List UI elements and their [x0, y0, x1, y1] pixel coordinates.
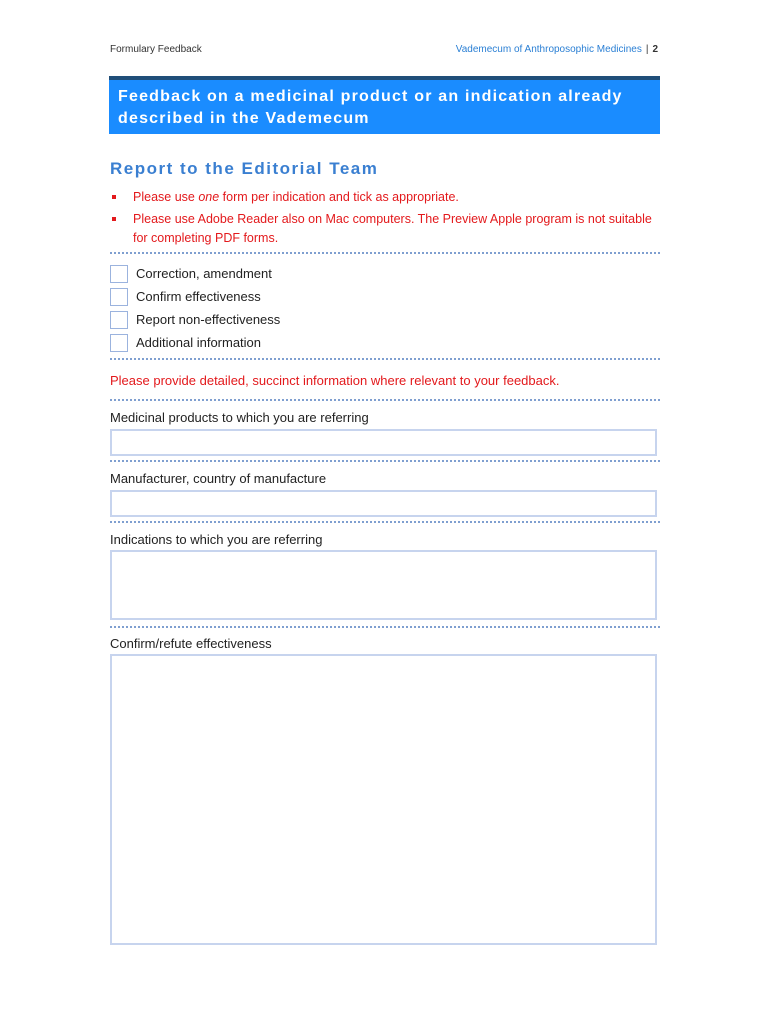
- info-note: Please provide detailed, succinct information where relevant to your feedback.: [110, 373, 560, 388]
- banner-title: Feedback on a medicinal product or an indication already described in the Vademecum: [118, 88, 623, 127]
- checkbox-confirm-effectiveness[interactable]: [110, 288, 128, 306]
- header-publication: [456, 44, 658, 55]
- checkbox-label: Correction, amendment: [136, 266, 272, 281]
- dotted-divider: [110, 252, 660, 254]
- dotted-divider: [110, 460, 660, 462]
- dotted-divider: [110, 521, 660, 523]
- manufacturer-input[interactable]: [110, 490, 657, 517]
- checkbox-label: Confirm effectiveness: [136, 289, 261, 304]
- title-banner: [109, 76, 660, 134]
- checkbox-additional-information[interactable]: [110, 334, 128, 352]
- section-title: Report to the Editorial Team: [110, 159, 379, 178]
- indications-textarea[interactable]: [110, 550, 657, 620]
- dotted-divider: [110, 358, 660, 360]
- instructions-list: [110, 188, 660, 251]
- header-document-title: Formulary Feedback: [110, 44, 202, 55]
- instruction-text: Please use: [133, 190, 199, 204]
- checkbox-label: Report non-effectiveness: [136, 312, 281, 327]
- checkbox-row-non-effectiveness[interactable]: [110, 308, 280, 331]
- field-label-indications: Indications to which you are referring: [110, 532, 323, 547]
- checkbox-row-additional[interactable]: [110, 331, 280, 354]
- instruction-item: [110, 210, 660, 248]
- field-label-manufacturer: Manufacturer, country of manufacture: [110, 471, 327, 486]
- page-number: 2: [652, 44, 658, 55]
- feedback-type-group: [110, 262, 280, 354]
- header-publication-title: Vademecum of Anthroposophic Medicines: [455, 44, 642, 55]
- field-label-medicinal-products: Medicinal products to which you are referring: [110, 410, 369, 425]
- effectiveness-textarea[interactable]: [110, 654, 657, 945]
- instruction-text: Please use Adobe Reader also on Mac computers. The Preview Apple program is not suitable for completing PDF forms.: [133, 212, 652, 245]
- medicinal-products-input[interactable]: [110, 429, 657, 456]
- checkbox-label: Additional information: [136, 335, 262, 350]
- field-label-effectiveness: Confirm/refute effectiveness: [110, 636, 272, 651]
- bullet-square-icon: [112, 195, 116, 199]
- bullet-square-icon: [112, 217, 116, 221]
- checkbox-report-non-effectiveness[interactable]: [110, 311, 128, 329]
- checkbox-row-correction[interactable]: [110, 262, 280, 285]
- instruction-emphasis: one: [198, 190, 220, 204]
- checkbox-row-confirm[interactable]: [110, 285, 280, 308]
- instruction-item: [110, 188, 660, 207]
- dotted-divider: [110, 399, 660, 401]
- header-separator: |: [645, 44, 649, 55]
- dotted-divider: [110, 626, 660, 628]
- instruction-text: form per indication and tick as appropriate.: [219, 190, 459, 204]
- checkbox-correction[interactable]: [110, 265, 128, 283]
